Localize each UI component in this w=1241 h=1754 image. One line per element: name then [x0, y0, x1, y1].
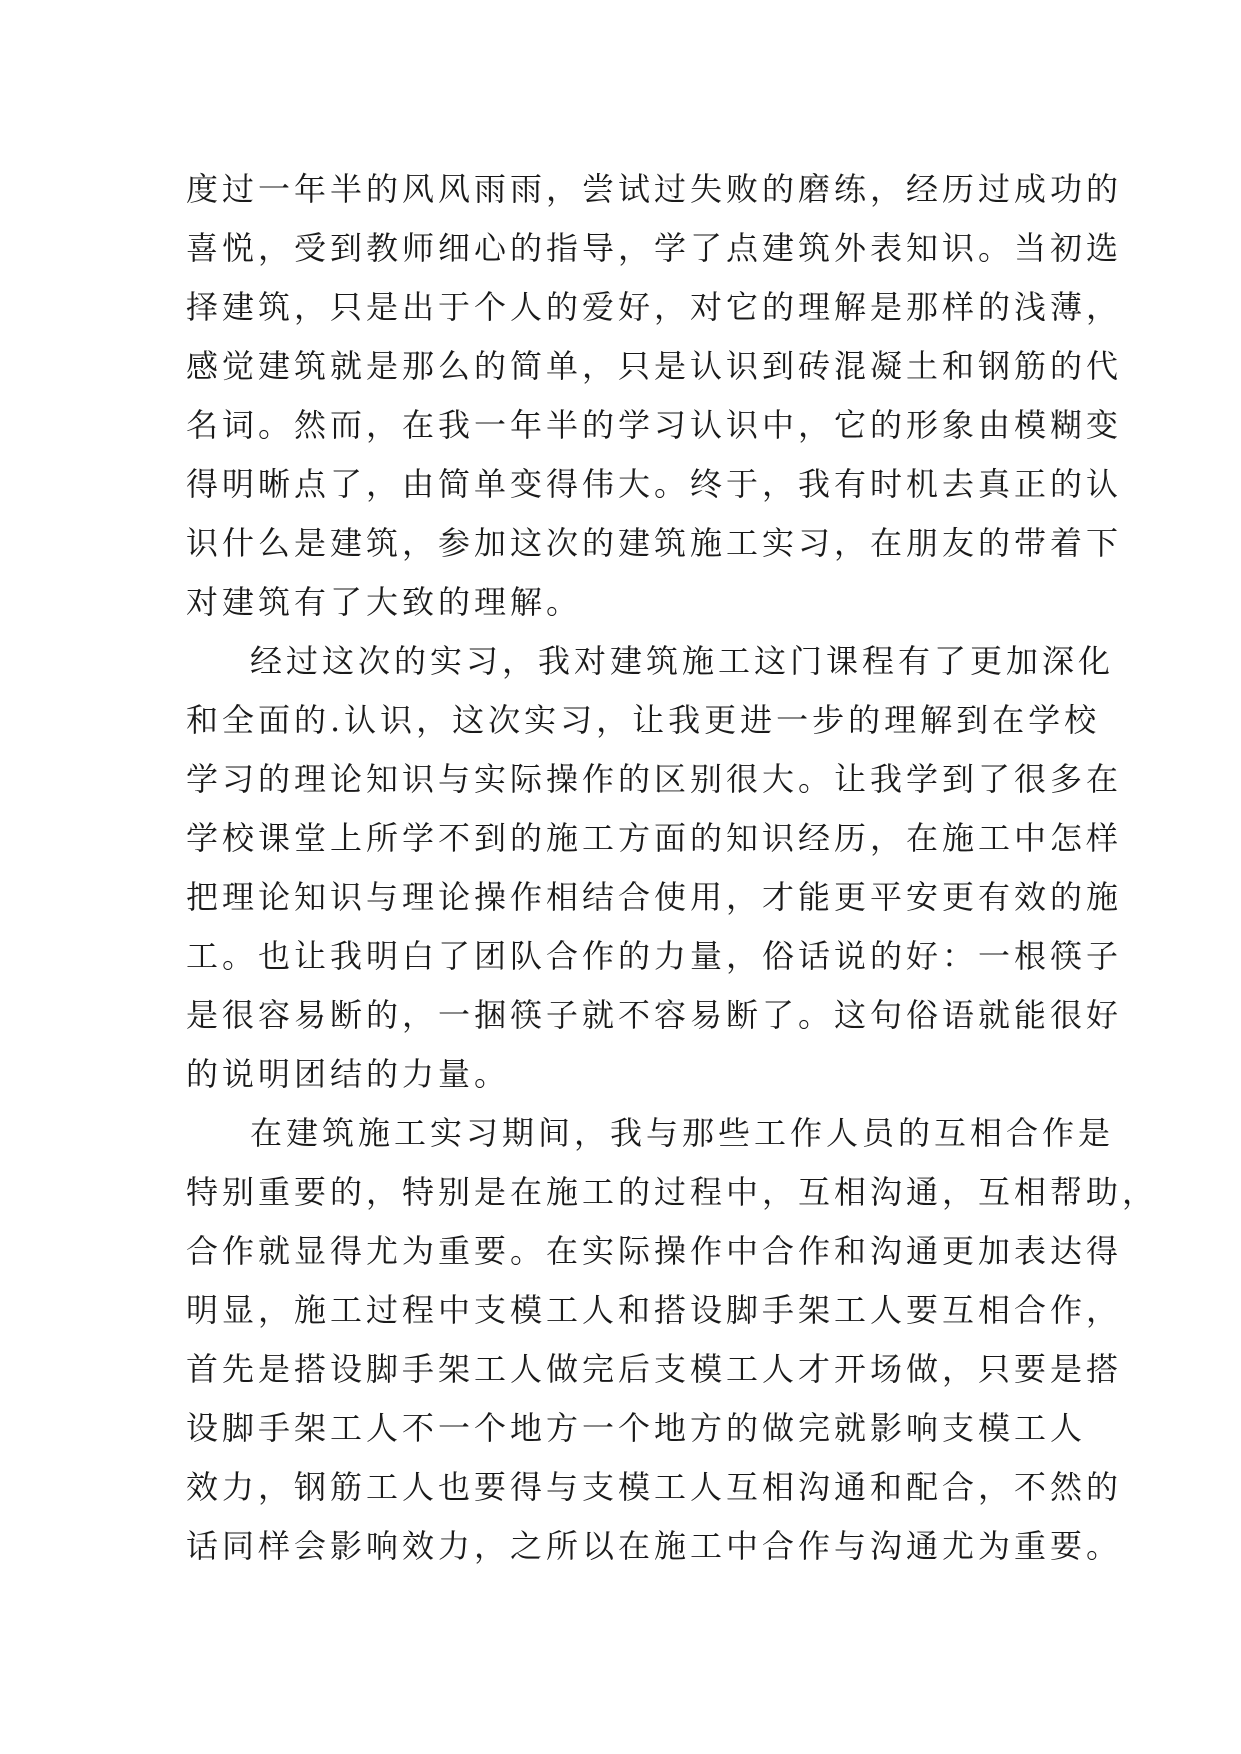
paragraph-1-line-4: 感觉建筑就是那么的简单，只是认识到砖混凝土和钢筋的代: [186, 347, 1123, 385]
paragraph-3-line-2: 特别重要的，特别是在施工的过程中，互相沟通，互相帮助，: [186, 1173, 1159, 1211]
paragraph-1-line-5: 名词。然而，在我一年半的学习认识中，它的形象由模糊变: [186, 406, 1123, 444]
paragraph-2-line-1: 经过这次的实习，我对建筑施工这门课程有了更加深化: [250, 642, 1115, 680]
paragraph-3-line-3: 合作就显得尤为重要。在实际操作中合作和沟通更加表达得: [186, 1232, 1123, 1270]
paragraph-2-line-6: 工。也让我明白了团队合作的力量，俗话说的好：一根筷子: [186, 937, 1123, 975]
paragraph-2-line-2: 和全面的.认识，这次实习，让我更进一步的理解到在学校: [186, 701, 1101, 739]
paragraph-1-line-8: 对建筑有了大致的理解。: [186, 583, 583, 621]
paragraph-2-line-8: 的说明团结的力量。: [186, 1055, 511, 1093]
paragraph-3-line-4: 明显，施工过程中支模工人和搭设脚手架工人要互相合作，: [186, 1291, 1123, 1329]
paragraph-1-line-7: 识什么是建筑，参加这次的建筑施工实习，在朋友的带着下: [186, 524, 1123, 562]
paragraph-2-line-7: 是很容易断的，一捆筷子就不容易断了。这句俗语就能很好: [186, 996, 1123, 1034]
paragraph-1-line-1: 度过一年半的风风雨雨，尝试过失败的磨练，经历过成功的: [186, 170, 1123, 208]
paragraph-2-line-3: 学习的理论知识与实际操作的区别很大。让我学到了很多在: [186, 760, 1123, 798]
paragraph-2-line-5: 把理论知识与理论操作相结合使用，才能更平安更有效的施: [186, 878, 1123, 916]
paragraph-3-line-6: 设脚手架工人不一个地方一个地方的做完就影响支模工人: [186, 1409, 1087, 1447]
paragraph-3-line-5: 首先是搭设脚手架工人做完后支模工人才开场做，只要是搭: [186, 1350, 1123, 1388]
paragraph-1-line-6: 得明晰点了，由简单变得伟大。终于，我有时机去真正的认: [186, 465, 1123, 503]
paragraph-3-line-8: 话同样会影响效力，之所以在施工中合作与沟通尤为重要。: [186, 1527, 1123, 1565]
paragraph-1-line-3: 择建筑，只是出于个人的爱好，对它的理解是那样的浅薄，: [186, 288, 1123, 326]
paragraph-1-line-2: 喜悦，受到教师细心的指导，学了点建筑外表知识。当初选: [186, 229, 1123, 267]
paragraph-3-line-1: 在建筑施工实习期间，我与那些工作人员的互相合作是: [250, 1114, 1115, 1152]
paragraph-2-line-4: 学校课堂上所学不到的施工方面的知识经历，在施工中怎样: [186, 819, 1123, 857]
paragraph-3-line-7: 效力，钢筋工人也要得与支模工人互相沟通和配合，不然的: [186, 1468, 1123, 1506]
document-body: [186, 160, 1159, 1576]
